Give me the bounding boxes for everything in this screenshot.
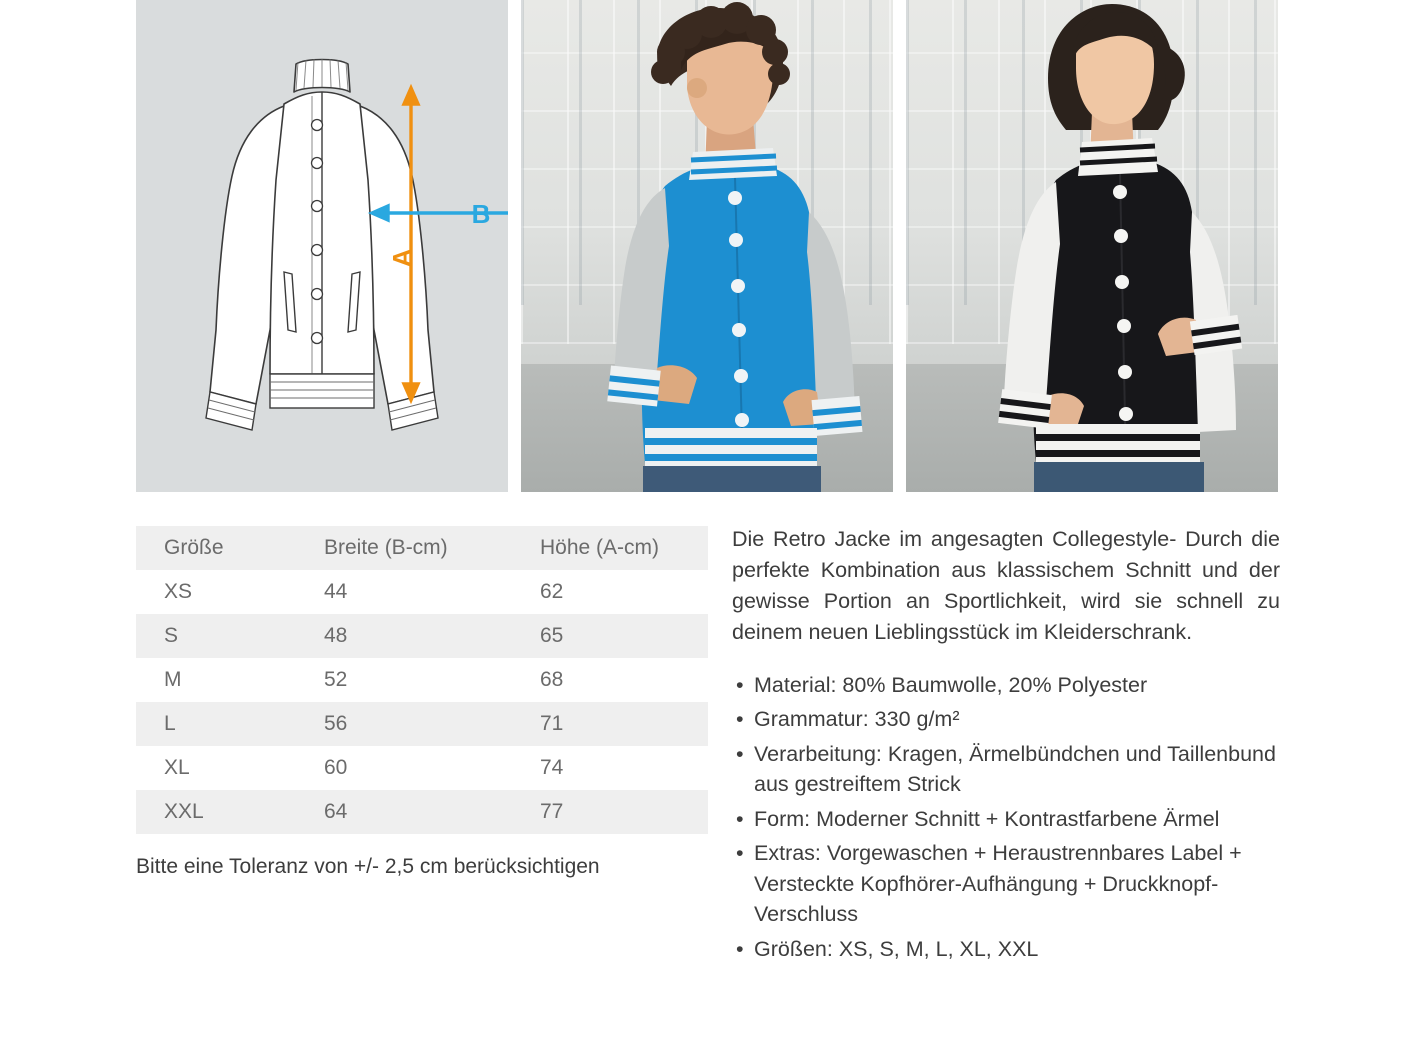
cell-height: 68	[540, 668, 564, 691]
list-item: • Größen: XS, S, M, L, XL, XXL	[732, 934, 1280, 965]
tolerance-note: Bitte eine Toleranz von +/- 2,5 cm berücksichtigen	[136, 855, 600, 878]
list-item: • Extras: Vorgewaschen + Heraustrennbares Label + Versteckte Kopfhörer-Aufhängung + Druckknopf-Verschluss	[732, 838, 1280, 930]
size-table-header-row	[136, 526, 708, 570]
header-size: Größe	[164, 536, 224, 559]
cell-width: 48	[324, 624, 348, 647]
cell-width: 60	[324, 756, 348, 779]
cell-height: 62	[540, 580, 564, 603]
description-intro: Die Retro Jacke im angesagten Collegestyle- Durch die perfekte Kombination aus klassischem Schnitt und der gewisse Portion an Sportlichkeit, wird sie schnell zu deinem neuen Lieblingsstück im Kleiderschrank.	[732, 527, 1280, 644]
cell-size: L	[164, 712, 176, 735]
table-row	[136, 702, 708, 746]
header-width: Breite (B-cm)	[324, 536, 448, 559]
cell-size: XXL	[164, 800, 204, 823]
list-item: • Form: Moderner Schnitt + Kontrastfarbene Ärmel	[732, 804, 1280, 835]
list-item: • Grammatur: 330 g/m²	[732, 704, 1280, 735]
product-description	[732, 524, 1280, 968]
technical-drawing-panel	[136, 0, 508, 492]
cell-height: 77	[540, 800, 564, 823]
list-item: • Material: 80% Baumwolle, 20% Polyester	[732, 670, 1280, 701]
cell-size: M	[164, 668, 182, 691]
cell-size: S	[164, 624, 179, 647]
height-label-a: A	[387, 248, 417, 268]
table-row	[136, 658, 708, 702]
cell-width: 44	[324, 580, 348, 603]
jacket-technical-drawing-icon	[136, 0, 508, 492]
cell-height: 74	[540, 756, 564, 779]
table-row	[136, 570, 708, 614]
product-image-row	[136, 0, 1280, 492]
cell-width: 64	[324, 800, 348, 823]
cell-height: 71	[540, 712, 564, 735]
list-item: • Verarbeitung: Kragen, Ärmelbündchen und Taillenbund aus gestreiftem Strick	[732, 739, 1280, 800]
photo-female-model	[906, 0, 1278, 492]
photo-male-model	[521, 0, 893, 492]
cell-size: XS	[164, 580, 193, 603]
table-row	[136, 746, 708, 790]
width-label-b: B	[471, 199, 491, 229]
size-table	[136, 526, 708, 834]
table-row	[136, 614, 708, 658]
header-height: Höhe (A-cm)	[540, 536, 660, 559]
cell-width: 56	[324, 712, 348, 735]
cell-size: XL	[164, 756, 190, 779]
feature-list	[732, 670, 1280, 965]
cell-height: 65	[540, 624, 564, 647]
cell-width: 52	[324, 668, 348, 691]
table-row	[136, 790, 708, 834]
